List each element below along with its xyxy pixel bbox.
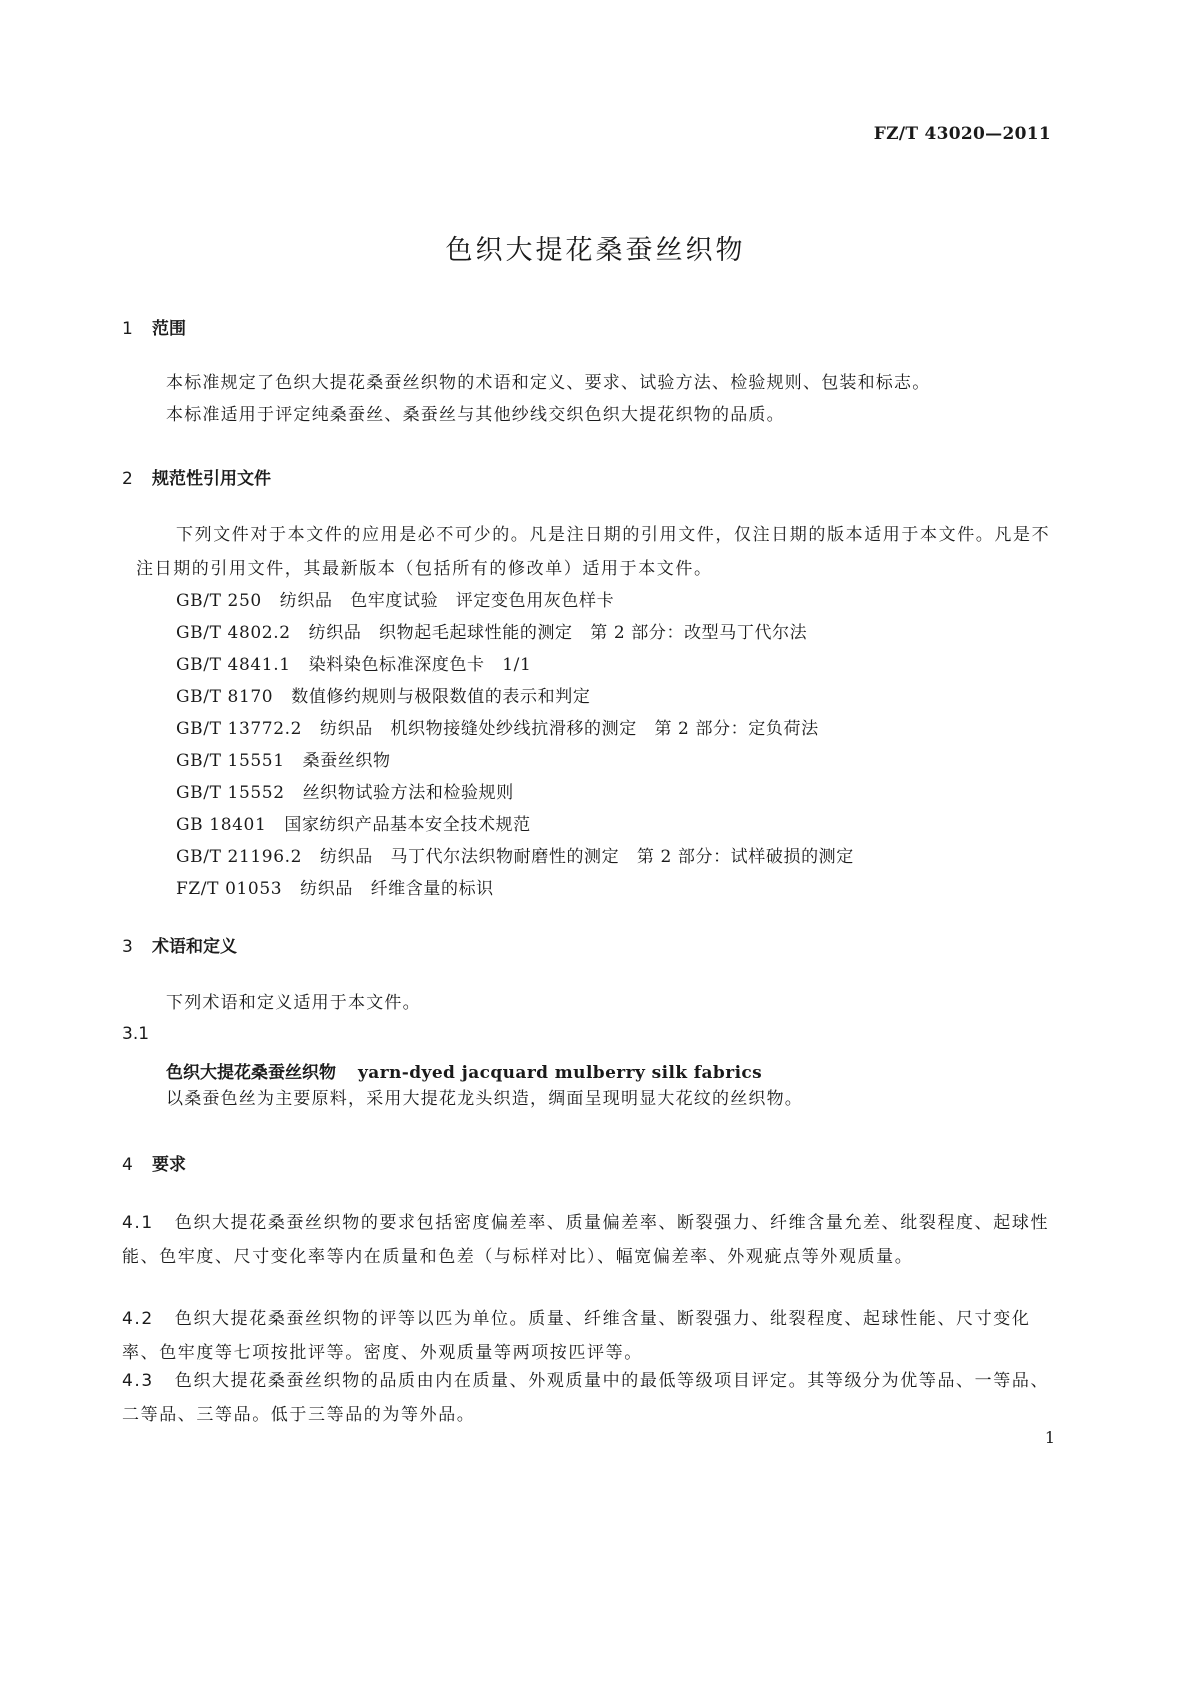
reference-item — [176, 842, 854, 867]
reference-title: 纺织品 马丁代尔法织物耐磨性的测定 第 2 部分：试样破损的测定 — [320, 847, 854, 867]
reference-item — [176, 650, 531, 675]
section-number: 1 — [122, 319, 133, 339]
section-1-heading — [122, 314, 186, 339]
reference-item — [176, 714, 819, 739]
requirement-text: 色织大提花桑蚕丝织物的要求包括密度偏差率、质量偏差率、断裂强力、纤维含量允差、纰裂程度、起球性能、色牢度、尺寸变化率等内在质量和色差（与标样对比）、幅宽偏差率、外观疵点等外观质量。 — [122, 1213, 1050, 1267]
requirement-text: 色织大提花桑蚕丝织物的评等以匹为单位。质量、纤维含量、断裂强力、纰裂程度、起球性能、尺寸变化率、色牢度等七项按批评等。密度、外观质量等两项按匹评等。 — [122, 1309, 1031, 1363]
reference-code: GB/T 15551 — [176, 751, 285, 771]
requirement-item — [122, 1364, 1060, 1432]
reference-code: GB/T 250 — [176, 591, 262, 611]
reference-title: 丝织物试验方法和检验规则 — [302, 783, 514, 803]
reference-title: 桑蚕丝织物 — [302, 751, 391, 771]
reference-title: 染料染色标准深度色卡 1/1 — [308, 655, 532, 675]
standard-code: FZ/T 43020—2011 — [873, 124, 1051, 144]
term-definition: 以桑蚕色丝为主要原料，采用大提花龙头织造，绸面呈现明显大花纹的丝织物。 — [166, 1089, 803, 1109]
reference-code: GB/T 15552 — [176, 783, 285, 803]
term-entry — [166, 1058, 762, 1083]
requirement-item — [122, 1302, 1060, 1370]
section-number: 3 — [122, 937, 133, 957]
reference-item — [176, 874, 494, 899]
reference-title: 纺织品 纤维含量的标识 — [300, 879, 494, 899]
requirement-number: 4.3 — [122, 1371, 154, 1391]
scope-paragraph-1: 本标准规定了色织大提花桑蚕丝织物的术语和定义、要求、试验方法、检验规则、包装和标志。 — [166, 373, 931, 393]
document-title: 色织大提花桑蚕丝织物 — [445, 235, 746, 266]
reference-code: GB 18401 — [176, 815, 267, 835]
terms-intro: 下列术语和定义适用于本文件。 — [166, 993, 421, 1013]
reference-code: FZ/T 01053 — [176, 879, 283, 899]
reference-code: GB/T 4841.1 — [176, 655, 291, 675]
reference-item — [176, 682, 590, 707]
term-english: yarn-dyed jacquard mulberry silk fabrics — [358, 1063, 763, 1083]
page-number: 1 — [1044, 1428, 1055, 1447]
reference-code: GB/T 21196.2 — [176, 847, 303, 867]
scope-paragraph-2: 本标准适用于评定纯桑蚕丝、桑蚕丝与其他纱线交织色织大提花织物的品质。 — [166, 405, 785, 425]
section-3-heading — [122, 932, 237, 957]
reference-item — [176, 778, 514, 803]
reference-title: 纺织品 色牢度试验 评定变色用灰色样卡 — [279, 591, 615, 611]
section-number: 2 — [122, 469, 133, 489]
section-title: 要求 — [152, 1155, 186, 1175]
requirement-text: 色织大提花桑蚕丝织物的品质由内在质量、外观质量中的最低等级项目评定。其等级分为优等品、一等品、二等品、三等品。低于三等品的为等外品。 — [122, 1371, 1050, 1425]
reference-item — [176, 586, 614, 611]
reference-code: GB/T 8170 — [176, 687, 274, 707]
requirement-number: 4.2 — [122, 1309, 154, 1329]
reference-item — [176, 746, 391, 771]
reference-title: 纺织品 机织物接缝处纱线抗滑移的测定 第 2 部分：定负荷法 — [320, 719, 819, 739]
section-2-heading — [122, 464, 271, 489]
section-title: 范围 — [152, 319, 186, 339]
section-title: 规范性引用文件 — [152, 469, 271, 489]
reference-title: 纺织品 织物起毛起球性能的测定 第 2 部分：改型马丁代尔法 — [308, 623, 808, 643]
term-chinese: 色织大提花桑蚕丝织物 — [166, 1063, 336, 1083]
reference-code: GB/T 4802.2 — [176, 623, 291, 643]
requirement-number: 4.1 — [122, 1213, 154, 1233]
reference-title: 国家纺织产品基本安全技术规范 — [284, 815, 531, 835]
requirement-item — [122, 1206, 1060, 1274]
section-4-heading — [122, 1150, 186, 1175]
reference-item — [176, 618, 807, 643]
reference-item — [176, 810, 531, 835]
section-number: 4 — [122, 1155, 133, 1175]
reference-code: GB/T 13772.2 — [176, 719, 303, 739]
reference-title: 数值修约规则与极限数值的表示和判定 — [291, 687, 591, 707]
references-intro: 下列文件对于本文件的应用是必不可少的。凡是注日期的引用文件，仅注日期的版本适用于本文件。凡是不注日期的引用文件，其最新版本（包括所有的修改单）适用于本文件。 — [136, 525, 1051, 579]
section-title: 术语和定义 — [152, 937, 237, 957]
subsection-number: 3.1 — [122, 1024, 150, 1044]
